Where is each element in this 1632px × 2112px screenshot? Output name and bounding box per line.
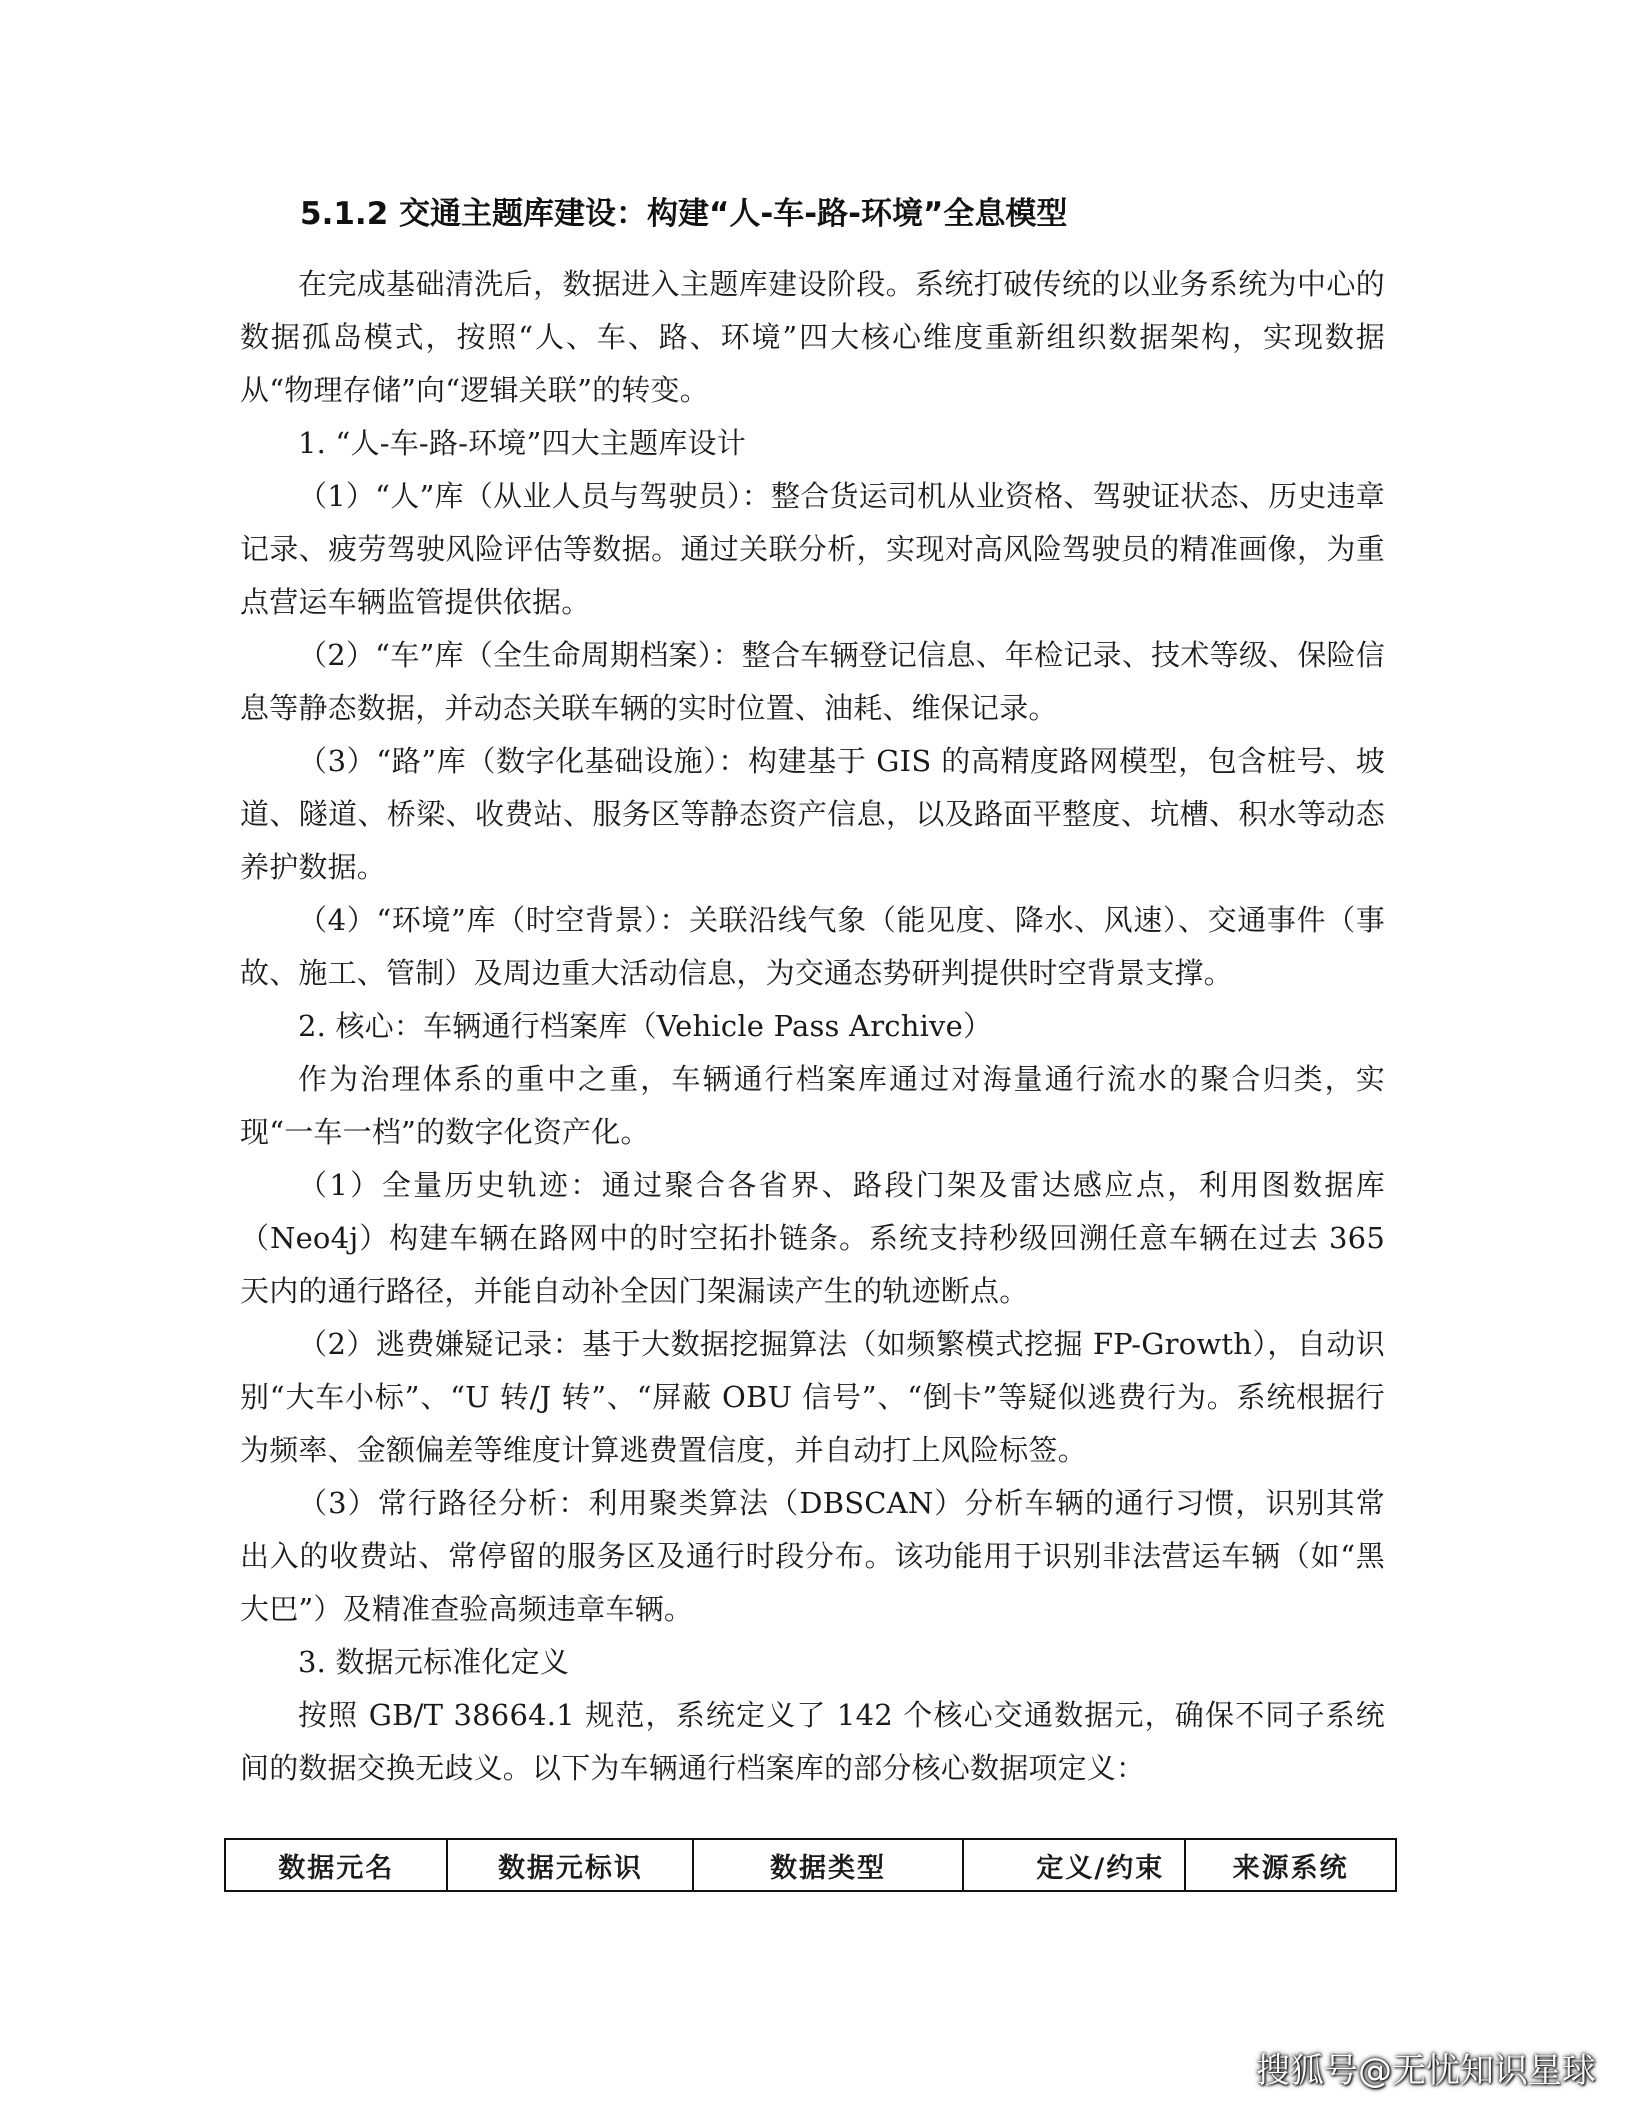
paragraph-archive-intro: 作为治理体系的重中之重，车辆通行档案库通过对海量通行流水的聚合归类，实现“一车一档”的数字化资产化。 bbox=[240, 1062, 1385, 1149]
paragraph-route-analysis: （3）常行路径分析：利用聚类算法（DBSCAN）分析车辆的通行习惯，识别其常出入的收费站、常停留的服务区及通行时段分布。该功能用于识别非法营运车辆（如“黑大巴”）及精准查验高频违章车辆。 bbox=[240, 1486, 1385, 1626]
table-header-cell: 定义/约束 bbox=[963, 1839, 1185, 1891]
table-header-cell: 数据类型 bbox=[693, 1839, 962, 1891]
paragraph-environment-db: （4）“环境”库（时空背景）：关联沿线气象（能见度、降水、风速）、交通事件（事故、施工、管制）及周边重大活动信息，为交通态势研判提供时空背景支撑。 bbox=[240, 903, 1385, 990]
table-header-cell: 数据元名 bbox=[225, 1839, 447, 1891]
paragraph-person-db: （1）“人”库（从业人员与驾驶员）：整合货运司机从业资格、驾驶证状态、历史违章记录、疲劳驾驶风险评估等数据。通过关联分析，实现对高风险驾驶员的精准画像，为重点营运车辆监管提供依据。 bbox=[240, 479, 1385, 619]
data-element-table bbox=[224, 1838, 1397, 1892]
paragraph-trajectory: （1）全量历史轨迹：通过聚合各省界、路段门架及雷达感应点，利用图数据库（Neo4j）构建车辆在路网中的时空拓扑链条。系统支持秒级回溯任意车辆在过去 365 天内的通行路径，并能自动补全因门架漏读产生的轨迹断点。 bbox=[240, 1168, 1385, 1308]
subheading-3: 3. 数据元标准化定义 bbox=[298, 1645, 570, 1679]
subheading-1: 1. “人-车-路-环境”四大主题库设计 bbox=[298, 426, 746, 460]
watermark: 搜狐号@无忧知识星球 bbox=[1256, 2051, 1596, 2091]
paragraph-vehicle-db: （2）“车”库（全生命周期档案）：整合车辆登记信息、年检记录、技术等级、保险信息等静态数据，并动态关联车辆的实时位置、油耗、维保记录。 bbox=[240, 638, 1385, 725]
paragraph-standard: 按照 GB/T 38664.1 规范，系统定义了 142 个核心交通数据元，确保不同子系统间的数据交换无歧义。以下为车辆通行档案库的部分核心数据项定义： bbox=[240, 1698, 1385, 1785]
subheading-2: 2. 核心：车辆通行档案库（Vehicle Pass Archive） bbox=[298, 1009, 993, 1043]
section-heading: 5.1.2 交通主题库建设：构建“人-车-路-环境”全息模型 bbox=[300, 196, 1068, 232]
table-header-cell: 来源系统 bbox=[1185, 1839, 1396, 1891]
paragraph-evasion: （2）逃费嫌疑记录：基于大数据挖掘算法（如频繁模式挖掘 FP-Growth），自动识别“大车小标”、“U 转/J 转”、“屏蔽 OBU 信号”、“倒卡”等疑似逃费行为。系统根据行为频率、金额偏差等维度计算逃费置信度，并自动打上风险标签。 bbox=[240, 1327, 1385, 1467]
paragraph-road-db: （3）“路”库（数字化基础设施）：构建基于 GIS 的高精度路网模型，包含桩号、坡道、隧道、桥梁、收费站、服务区等静态资产信息，以及路面平整度、坑槽、积水等动态养护数据。 bbox=[240, 744, 1385, 884]
body-text bbox=[240, 258, 1385, 1795]
table-header-cell: 数据元标识 bbox=[447, 1839, 693, 1891]
paragraph-intro: 在完成基础清洗后，数据进入主题库建设阶段。系统打破传统的以业务系统为中心的数据孤岛模式，按照“人、车、路、环境”四大核心维度重新组织数据架构，实现数据从“物理存储”向“逻辑关联”的转变。 bbox=[240, 267, 1385, 407]
table-header-row bbox=[225, 1839, 1396, 1891]
